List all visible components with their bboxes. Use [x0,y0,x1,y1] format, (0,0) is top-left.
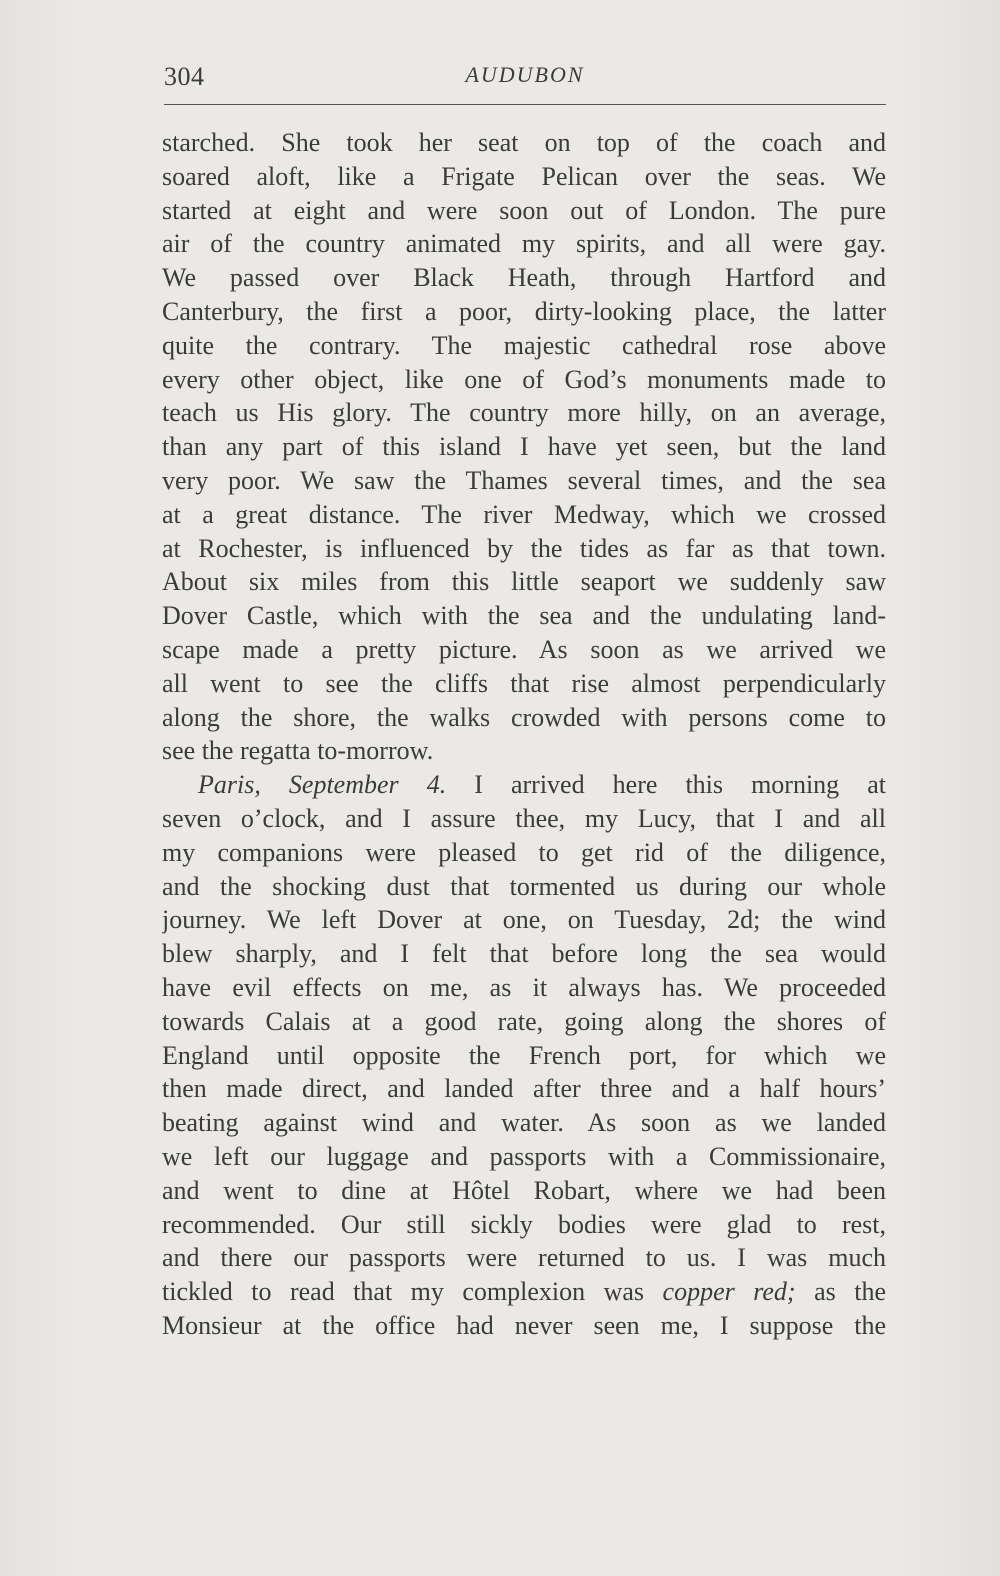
text-line: journey. We left Dover at one, on Tuesday, 2d; the wind [162,905,886,935]
text-line: teach us His glory. The country more hilly, on an average, [162,398,886,428]
text-line: at Rochester, is influenced by the tides as far as that town. [162,533,886,563]
text-line: soared aloft, like a Frigate Pelican over the seas. We [162,161,886,191]
text-line: every other object, like one of God’s monuments made to [162,364,886,394]
text-line: and there our passports were returned to us. I was much [162,1243,886,1273]
diary-entry-first-line [162,768,886,802]
text-line: at a great distance. The river Medway, which we crossed [162,499,886,529]
text-run: I arrived here this morning at [446,770,886,800]
text-line: very poor. We saw the Thames several times, and the sea [162,465,886,495]
text-run: as the [795,1277,886,1307]
text-line: England until opposite the French port, for which we [162,1040,886,1070]
text-line: have evil effects on me, as it always has. We proceeded [162,972,886,1002]
italic-phrase: copper red; [662,1277,796,1307]
diary-dateline: Paris, September 4. [198,770,447,800]
text-line: seven o’clock, and I assure thee, my Lucy, that I and all [162,803,886,833]
text-line: We passed over Black Heath, through Hartford and [162,263,886,293]
text-line: air of the country animated my spirits, and all were gay. [162,229,886,259]
text-line: started at eight and were soon out of London. The pure [162,195,886,225]
text-line-with-italic [162,1275,886,1309]
running-title: AUDUBON [465,62,585,87]
text-line: my companions were pleased to get rid of the diligence, [162,837,886,867]
text-line: see the regatta to-morrow. [162,736,434,766]
text-line: beating against wind and water. As soon as we landed [162,1108,886,1138]
text-line: than any part of this island I have yet seen, but the land [162,432,886,462]
text-line: towards Calais at a good rate, going along the shores of [162,1006,886,1036]
text-line: blew sharply, and I felt that before long the sea would [162,939,886,969]
body-text [162,126,886,1343]
text-line: quite the contrary. The majestic cathedral rose above [162,330,886,360]
text-line: About six miles from this little seaport we suddenly saw [162,567,886,597]
text-line: we left our luggage and passports with a Commissionaire, [162,1141,886,1171]
text-line: Dover Castle, which with the sea and the undulating land- [162,601,886,631]
text-run: tickled to read that my complexion was [162,1277,663,1307]
text-line: Monsieur at the office had never seen me, I suppose the [162,1310,886,1340]
text-line: then made direct, and landed after three and a half hours’ [162,1074,886,1104]
running-head [164,60,886,100]
text-line: scape made a pretty picture. As soon as we arrived we [162,634,886,664]
text-line: Canterbury, the first a poor, dirty-looking place, the latter [162,296,886,326]
text-line: starched. She took her seat on top of the coach and [162,128,886,157]
header-rule [164,104,886,105]
text-line: and the shocking dust that tormented us during our whole [162,871,886,901]
text-line: along the shore, the walks crowded with persons come to [162,702,886,732]
text-line: recommended. Our still sickly bodies were glad to rest, [162,1209,886,1239]
text-line: all went to see the cliffs that rise almost perpendicularly [162,668,886,698]
page-number: 304 [164,62,205,91]
text-line: and went to dine at Hôtel Robart, where we had been [162,1175,886,1205]
